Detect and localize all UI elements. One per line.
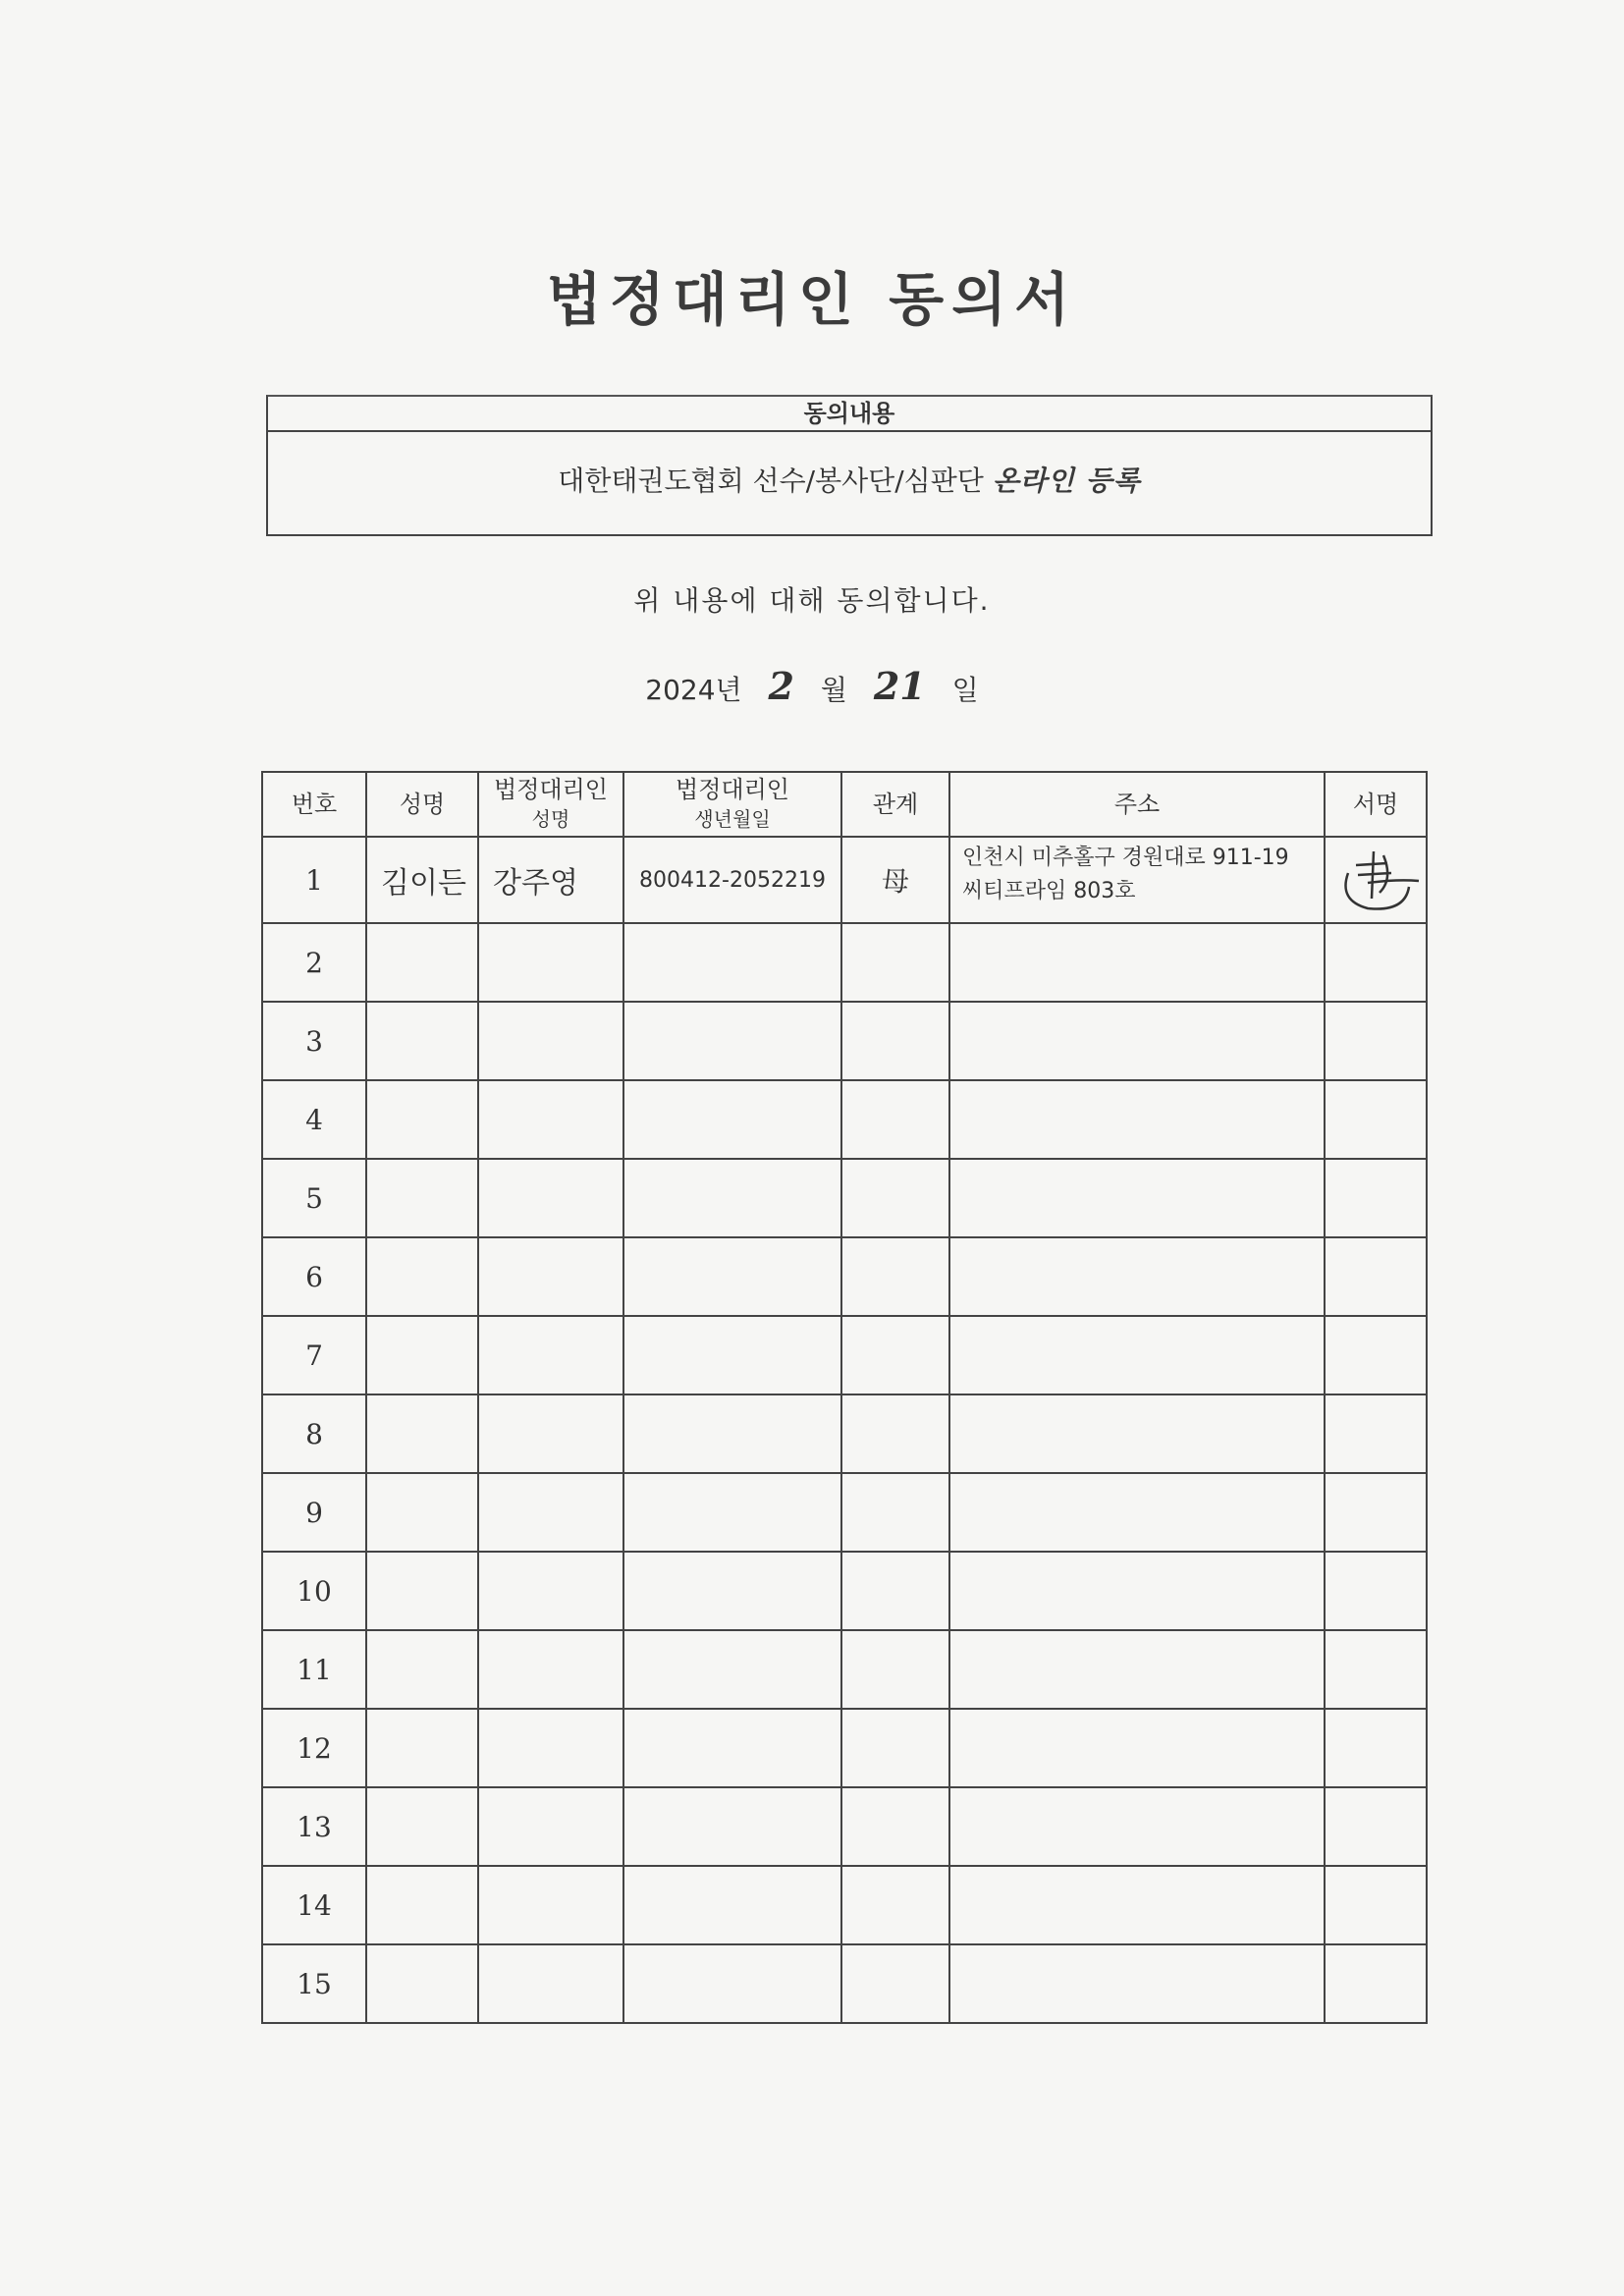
empty-cell bbox=[623, 1787, 841, 1866]
table-row bbox=[262, 1552, 1427, 1630]
empty-cell bbox=[478, 1630, 623, 1709]
row-address bbox=[949, 837, 1325, 923]
empty-cell bbox=[366, 1787, 478, 1866]
row-number: 5 bbox=[262, 1159, 366, 1237]
empty-cell bbox=[1325, 1630, 1427, 1709]
empty-cell bbox=[949, 1944, 1325, 2023]
guardian-roster-table bbox=[261, 771, 1428, 2024]
row-number: 12 bbox=[262, 1709, 366, 1787]
empty-cell bbox=[949, 1316, 1325, 1394]
row-number: 11 bbox=[262, 1630, 366, 1709]
header-guardian-birth bbox=[623, 772, 841, 837]
empty-cell bbox=[841, 1473, 949, 1552]
table-row bbox=[262, 1709, 1427, 1787]
consent-body bbox=[268, 432, 1431, 530]
empty-cell bbox=[841, 1159, 949, 1237]
empty-cell bbox=[623, 1552, 841, 1630]
empty-cell bbox=[623, 1002, 841, 1080]
empty-cell bbox=[623, 1473, 841, 1552]
date-year: 2024년 bbox=[645, 674, 742, 706]
row-number: 4 bbox=[262, 1080, 366, 1159]
row-name: 김이든 bbox=[366, 837, 478, 923]
row-number: 3 bbox=[262, 1002, 366, 1080]
empty-cell bbox=[478, 923, 623, 1002]
empty-cell bbox=[623, 1866, 841, 1944]
empty-cell bbox=[366, 1866, 478, 1944]
row-number: 7 bbox=[262, 1316, 366, 1394]
date-line bbox=[0, 664, 1624, 708]
empty-cell bbox=[366, 1080, 478, 1159]
row-guardian-name: 강주영 bbox=[478, 837, 623, 923]
header-guardian-birth-line1: 법정대리인 bbox=[676, 776, 789, 803]
empty-cell bbox=[949, 1630, 1325, 1709]
empty-cell bbox=[949, 1394, 1325, 1473]
empty-cell bbox=[949, 1237, 1325, 1316]
empty-cell bbox=[1325, 1709, 1427, 1787]
empty-cell bbox=[1325, 1787, 1427, 1866]
date-month-label: 월 bbox=[820, 674, 847, 706]
table-row bbox=[262, 1080, 1427, 1159]
empty-cell bbox=[1325, 1159, 1427, 1237]
row-number: 10 bbox=[262, 1552, 366, 1630]
empty-cell bbox=[949, 1709, 1325, 1787]
table-row bbox=[262, 1002, 1427, 1080]
empty-cell bbox=[841, 1237, 949, 1316]
empty-cell bbox=[366, 1316, 478, 1394]
empty-cell bbox=[478, 1944, 623, 2023]
table-row bbox=[262, 1159, 1427, 1237]
consent-body-printed: 대한태권도협회 선수/봉사단/심판단 bbox=[558, 465, 984, 497]
empty-cell bbox=[366, 1002, 478, 1080]
empty-cell bbox=[478, 1394, 623, 1473]
empty-cell bbox=[366, 1237, 478, 1316]
empty-cell bbox=[1325, 1944, 1427, 2023]
row-address-line2: 씨티프라임 803호 bbox=[962, 879, 1136, 903]
empty-cell bbox=[478, 1787, 623, 1866]
header-no: 번호 bbox=[262, 772, 366, 837]
empty-cell bbox=[1325, 1866, 1427, 1944]
empty-cell bbox=[623, 1709, 841, 1787]
empty-cell bbox=[841, 1787, 949, 1866]
header-guardian-birth-line2: 생년월일 bbox=[694, 807, 771, 831]
row-number: 9 bbox=[262, 1473, 366, 1552]
table-row bbox=[262, 837, 1427, 923]
empty-cell bbox=[841, 1944, 949, 2023]
empty-cell bbox=[623, 1237, 841, 1316]
header-guardian-name bbox=[478, 772, 623, 837]
row-address-line1: 인천시 미추홀구 경원대로 911-19 bbox=[962, 846, 1289, 870]
empty-cell bbox=[841, 1316, 949, 1394]
empty-cell bbox=[841, 1002, 949, 1080]
empty-cell bbox=[949, 1473, 1325, 1552]
agreement-statement: 위 내용에 대해 동의합니다. bbox=[633, 584, 991, 617]
empty-cell bbox=[366, 1552, 478, 1630]
table-row bbox=[262, 1316, 1427, 1394]
header-guardian-name-line1: 법정대리인 bbox=[494, 776, 608, 803]
table-row bbox=[262, 1944, 1427, 2023]
row-number: 1 bbox=[262, 837, 366, 923]
empty-cell bbox=[623, 1630, 841, 1709]
empty-cell bbox=[478, 1866, 623, 1944]
empty-cell bbox=[478, 1709, 623, 1787]
empty-cell bbox=[623, 1159, 841, 1237]
empty-cell bbox=[949, 1866, 1325, 1944]
empty-cell bbox=[841, 1866, 949, 1944]
empty-cell bbox=[841, 923, 949, 1002]
empty-cell bbox=[949, 1552, 1325, 1630]
table-row bbox=[262, 923, 1427, 1002]
empty-cell bbox=[1325, 1002, 1427, 1080]
row-number: 2 bbox=[262, 923, 366, 1002]
empty-cell bbox=[478, 1473, 623, 1552]
table-row bbox=[262, 1394, 1427, 1473]
empty-cell bbox=[1325, 1394, 1427, 1473]
empty-cell bbox=[949, 923, 1325, 1002]
empty-cell bbox=[478, 1159, 623, 1237]
empty-cell bbox=[478, 1552, 623, 1630]
header-guardian-name-line2: 성명 bbox=[531, 807, 570, 831]
empty-cell bbox=[366, 1159, 478, 1237]
table-row bbox=[262, 1787, 1427, 1866]
empty-cell bbox=[623, 1316, 841, 1394]
empty-cell bbox=[1325, 1080, 1427, 1159]
header-relation: 관계 bbox=[841, 772, 949, 837]
empty-cell bbox=[841, 1709, 949, 1787]
empty-cell bbox=[366, 1709, 478, 1787]
empty-cell bbox=[478, 1002, 623, 1080]
row-number: 15 bbox=[262, 1944, 366, 2023]
document-title: 법정대리인 동의서 bbox=[546, 266, 1078, 333]
empty-cell bbox=[623, 1944, 841, 2023]
empty-cell bbox=[366, 1944, 478, 2023]
empty-cell bbox=[949, 1002, 1325, 1080]
empty-cell bbox=[366, 1394, 478, 1473]
empty-cell bbox=[1325, 1552, 1427, 1630]
empty-cell bbox=[1325, 923, 1427, 1002]
row-signature bbox=[1325, 837, 1427, 923]
row-number: 14 bbox=[262, 1866, 366, 1944]
row-guardian-birth: 800412-2052219 bbox=[623, 837, 841, 923]
empty-cell bbox=[623, 923, 841, 1002]
empty-cell bbox=[841, 1552, 949, 1630]
table-row bbox=[262, 1473, 1427, 1552]
empty-cell bbox=[841, 1080, 949, 1159]
empty-cell bbox=[478, 1237, 623, 1316]
empty-cell bbox=[366, 923, 478, 1002]
empty-cell bbox=[478, 1316, 623, 1394]
empty-cell bbox=[478, 1080, 623, 1159]
date-month-handwritten: 2 bbox=[768, 664, 794, 708]
empty-cell bbox=[949, 1787, 1325, 1866]
empty-cell bbox=[1325, 1316, 1427, 1394]
empty-cell bbox=[623, 1080, 841, 1159]
empty-cell bbox=[841, 1394, 949, 1473]
row-number: 6 bbox=[262, 1237, 366, 1316]
empty-cell bbox=[841, 1630, 949, 1709]
consent-heading: 동의내용 bbox=[268, 397, 1431, 432]
empty-cell bbox=[366, 1473, 478, 1552]
table-row bbox=[262, 1237, 1427, 1316]
handwritten-signature bbox=[1328, 844, 1423, 916]
empty-cell bbox=[949, 1080, 1325, 1159]
row-number: 8 bbox=[262, 1394, 366, 1473]
empty-cell bbox=[1325, 1473, 1427, 1552]
empty-cell bbox=[1325, 1237, 1427, 1316]
consent-body-handwritten: 온라인 등록 bbox=[992, 465, 1141, 497]
row-number: 13 bbox=[262, 1787, 366, 1866]
date-day-label: 일 bbox=[951, 674, 979, 706]
table-header-row bbox=[262, 772, 1427, 837]
date-day-handwritten: 21 bbox=[873, 664, 926, 708]
empty-cell bbox=[366, 1630, 478, 1709]
header-signature: 서명 bbox=[1325, 772, 1427, 837]
empty-cell bbox=[949, 1159, 1325, 1237]
row-relation: 母 bbox=[841, 837, 949, 923]
header-address: 주소 bbox=[949, 772, 1325, 837]
empty-cell bbox=[623, 1394, 841, 1473]
header-name: 성명 bbox=[366, 772, 478, 837]
table-row bbox=[262, 1630, 1427, 1709]
table-row bbox=[262, 1866, 1427, 1944]
consent-content-box bbox=[266, 395, 1433, 536]
